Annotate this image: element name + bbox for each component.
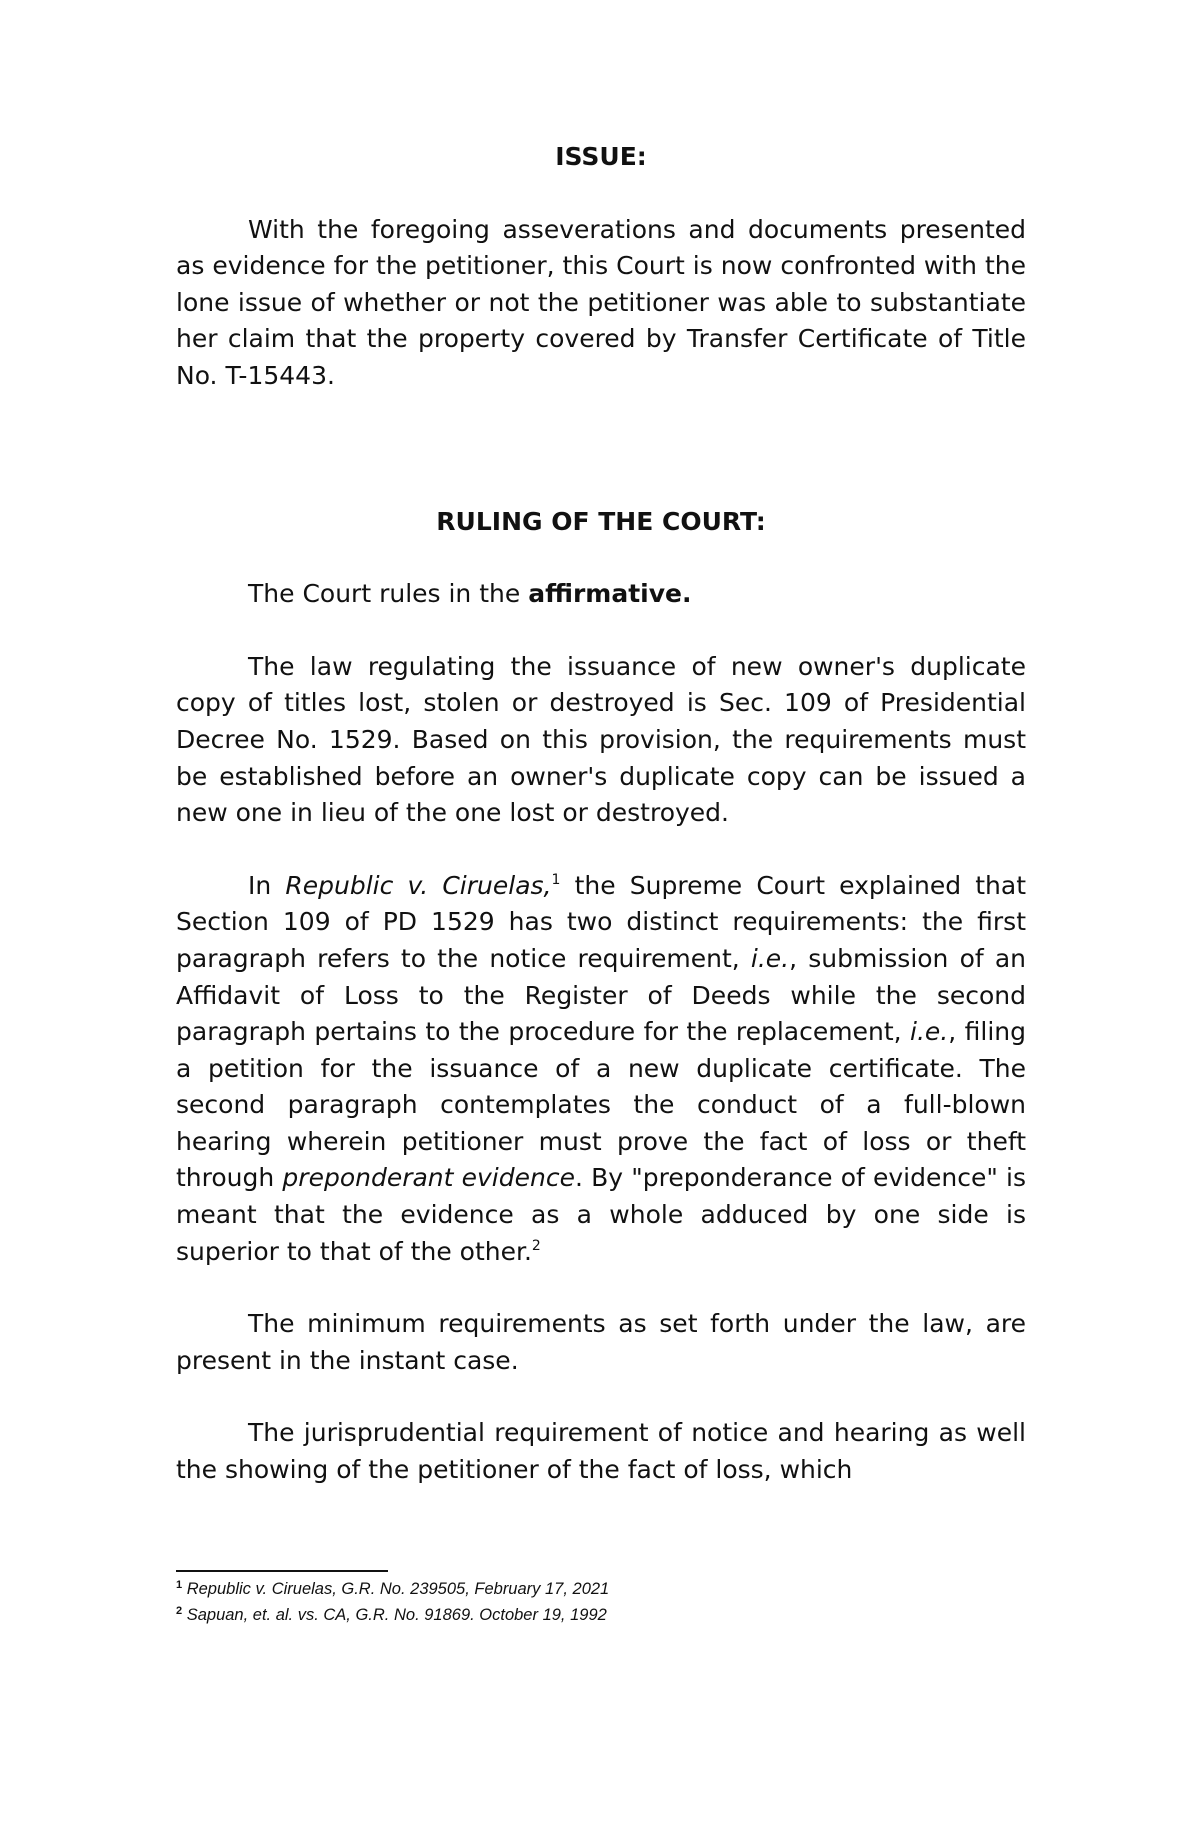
issue-heading: ISSUE: (555, 142, 647, 171)
ruling-p1-text: The Court rules in the (248, 579, 529, 609)
ruling-paragraph-1 (176, 576, 1026, 613)
p3-text-5: . By "preponderance of evidence" is meant that the evidence as a whole adduced by one side is superior to that of the other. (176, 1163, 1026, 1266)
footnote-ref-2[interactable]: 2 (531, 1237, 541, 1254)
p3-text-1: In (248, 870, 286, 900)
footnote-1-text: Republic v. Ciruelas, G.R. No. 239505, February 17, 2021 (186, 1580, 610, 1598)
footnote-ref-1[interactable]: 1 (551, 871, 561, 888)
footnote-1 (176, 1576, 1026, 1602)
ruling-heading: RULING OF THE COURT: (436, 506, 766, 536)
p3-text-2: the Supreme Court explained that Section 109 of PD 1529 has two distinct requirements: the first paragraph refers to the notice requirement, (176, 870, 1026, 973)
footnote-1-number: 1 (176, 1579, 183, 1591)
footnotes (176, 1576, 1026, 1628)
ruling-paragraph-2: The law regulating the issuance of new owner's duplicate copy of titles lost, stolen or destroyed is Sec. 109 of Presidential Decree No. 1529. Based on this provision, the requirements must be established before an owner's duplicate copy can be issued a new one in lieu of the one lost or destroyed. (176, 651, 1026, 828)
footnote-separator (176, 1570, 388, 1572)
footnote-2-text: Sapuan, et. al. vs. CA, G.R. No. 91869. October 19, 1992 (186, 1606, 607, 1624)
footnote-2 (176, 1602, 1026, 1628)
case-name: Republic v. Ciruelas, (285, 870, 552, 900)
p3-text-3: , submission of an Affidavit of Loss to the Register of Deeds while the second paragraph pertains to the procedure for the replacement, (176, 943, 1026, 1047)
ruling-p1-bold: affirmative. (528, 579, 692, 609)
ie-1: i.e. (750, 943, 790, 973)
p3-text-4: , filing a petition for the issuance of a new duplicate certificate. The second paragraph contemplates the conduct of a full-blown hearing wherein petitioner must prove the fact of loss or theft through (176, 1017, 1027, 1193)
ruling-paragraph-3 (176, 868, 1026, 1271)
preponderant-evidence: preponderant evidence (282, 1163, 575, 1193)
document-body (176, 139, 1026, 1489)
ie-2: i.e. (910, 1017, 949, 1047)
ruling-paragraph-4: The minimum requirements as set forth under the law, are present in the instant case. (176, 1309, 1026, 1375)
ruling-paragraph-5: The jurisprudential requirement of notice and hearing as well the showing of the petitioner of the fact of loss, which (176, 1418, 1026, 1485)
issue-paragraph: With the foregoing asseverations and documents presented as evidence for the petitioner, this Court is now confronted with the lone issue of whether or not the petitioner was able to substantiate her claim that the property covered by Transfer Certificate of Title No. T-15443. (176, 214, 1026, 390)
footnote-2-number: 2 (176, 1605, 183, 1617)
